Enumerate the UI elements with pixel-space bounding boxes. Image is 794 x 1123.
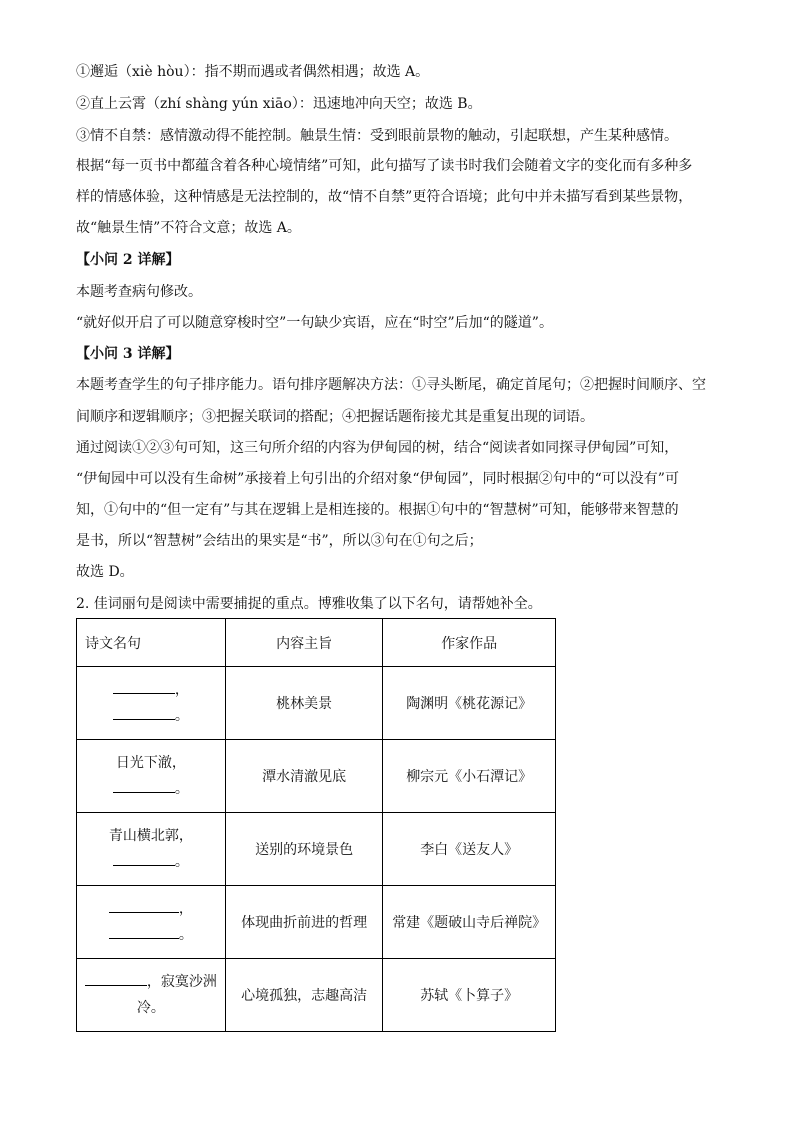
text-line: 本题考查病句修改。 [76,284,202,300]
text-line: 故“触景生情”不符合文意；故选 A。 [76,220,301,236]
text-line: ①邂逅（xiè hòu）：指不期而遇或者偶然相遇；故选 A。 [76,64,430,80]
poem-table [76,618,556,1032]
text-line: ②直上云霄（zhí shàng yún xiāo）：迅速地冲向天空；故选 B。 [76,96,482,112]
header-theme: 内容主旨 [225,619,383,667]
text-line: 是书，所以“智慧树”会结出的果实是“书”，所以③句在①句之后； [76,533,483,549]
fill-blank[interactable] [113,679,175,694]
text-line: 样的情感体验，这种情感是无法控制的，故“情不自禁”更符合语境；此句中并未描写看到某些景物， [76,189,693,205]
text-line: 间顺序和逻辑顺序；③把握关联词的搭配；④把握话题衔接尤其是重复出现的词语。 [76,409,594,425]
fill-blank[interactable] [109,898,179,913]
table-row [77,813,556,886]
table-header-row [77,619,556,667]
question-heading: 2. 佳词丽句是阅读中需要捕捉的重点。博雅收集了以下名句，请帮她补全。 [76,596,542,612]
table-row [77,667,556,740]
header-work: 作家作品 [383,619,556,667]
text-line: 通过阅读①②③句可知，这三句所介绍的内容为伊甸园的树，结合“阅读者如同探寻伊甸园”可知， [76,440,679,456]
poem-line-cell: 青山横北郭， 。 [77,813,226,886]
section-heading: 【小问 3 详解】 [76,346,180,362]
header-famous-lines: 诗文名句 [77,619,226,667]
table-row [77,740,556,813]
work-cell: 陶渊明《桃花源记》 [383,667,556,740]
theme-cell: 桃林美景 [225,667,383,740]
text-line: 知，①句中的“但一定有”与其在逻辑上是相连接的。根据①句中的“智慧树”可知，能够带来智慧的 [76,502,679,518]
text-line: “伊甸园中可以没有生命树”承接着上句引出的介绍对象“伊甸园”，同时根据②句中的“可以没有”可 [76,471,679,487]
poem-line-cell: ，寂寞沙洲 冷。 [77,959,226,1032]
fill-blank[interactable] [109,924,179,939]
poem-line-cell: ， 。 [77,667,226,740]
table-row [77,959,556,1032]
work-cell: 柳宗元《小石潭记》 [383,740,556,813]
theme-cell: 心境孤独，志趣高洁 [225,959,383,1032]
text-line: ③情不自禁：感情激动得不能控制。触景生情：受到眼前景物的触动，引起联想，产生某种感情。 [76,128,678,144]
fill-blank[interactable] [113,705,175,720]
poem-line-cell: ， 。 [77,886,226,959]
text-line: 本题考查学生的句子排序能力。语句排序题解决方法：①寻头断尾，确定首尾句；②把握时间顺序、空 [76,377,706,393]
theme-cell: 潭水清澈见底 [225,740,383,813]
fill-blank[interactable] [113,851,175,866]
text-line: 根据“每一页书中都蕴含着各种心境情绪”可知，此句描写了读书时我们会随着文字的变化而有多种多 [76,158,693,174]
work-cell: 苏轼《卜算子》 [383,959,556,1032]
fill-blank[interactable] [113,778,175,793]
poem-line-cell: 日光下澈， 。 [77,740,226,813]
work-cell: 常建《题破山寺后禅院》 [383,886,556,959]
text-line: “就好似开启了可以随意穿梭时空”一句缺少宾语，应在“时空”后加“的隧道”。 [76,315,553,331]
table-row [77,886,556,959]
fill-blank[interactable] [85,971,147,986]
work-cell: 李白《送友人》 [383,813,556,886]
theme-cell: 送别的环境景色 [225,813,383,886]
text-line: 故选 D。 [76,564,134,580]
theme-cell: 体现曲折前进的哲理 [225,886,383,959]
section-heading: 【小问 2 详解】 [76,252,180,268]
